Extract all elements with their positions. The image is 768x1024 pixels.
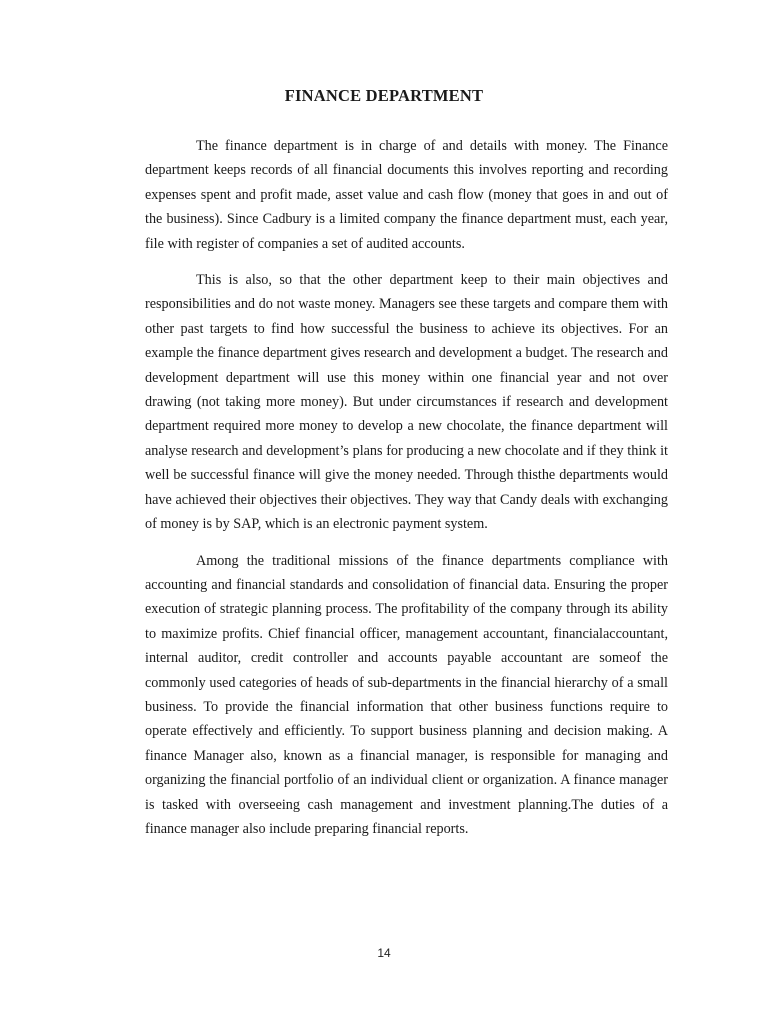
- page-title: FINANCE DEPARTMENT: [284, 86, 484, 105]
- page-number: 14: [377, 946, 391, 960]
- paragraph-2: This is also, so that the other department keep to their main objectives and responsibilities and do not waste money. Managers see these targets and compare them with other past targets to find how successful the business to achieve its objectives. For an example the finance department gives research and development a budget. The research and development department will use this money within one financial year and not over drawing (not taking more money). But under circumstances if research and development department required more money to develop a new chocolate, the finance department will analyse research and development’s plans for producing a new chocolate and if they think it well be successful finance will give the money needed. Through thisthe departments would have achieved their objectives their objectives. They way that Candy deals with exchanging of money is by SAP, which is an electronic payment system.: [145, 272, 668, 533]
- paragraph-3: Among the traditional missions of the finance departments compliance with accounting and financial standards and consolidation of financial data. Ensuring the proper execution of strategic planning process. The profitability of the company through its ability to maximize profits. Chief financial officer, management accountant, financialaccountant, internal auditor, credit controller and accounts payable accountant are someof the commonly used categories of heads of sub-departments in the financial hierarchy of a small business. To provide the financial information that other business functions require to operate effectively and efficiently. To support business planning and decision making. A finance Manager also, known as a financial manager, is responsible for managing and organizing the financial portfolio of an individual client or organization. A finance manager is tasked with overseeing cash management and investment planning.The duties of a finance manager also include preparing financial reports.: [145, 552, 668, 837]
- body-text: [145, 134, 668, 853]
- paragraph-1: The finance department is in charge of and details with money. The Finance department keeps records of all financial documents this involves reporting and recording expenses spent and profit made, asset value and cash flow (money that goes in and out of the business). Since Cadbury is a limited company the finance department must, each year, file with register of companies a set of audited accounts.: [145, 138, 668, 252]
